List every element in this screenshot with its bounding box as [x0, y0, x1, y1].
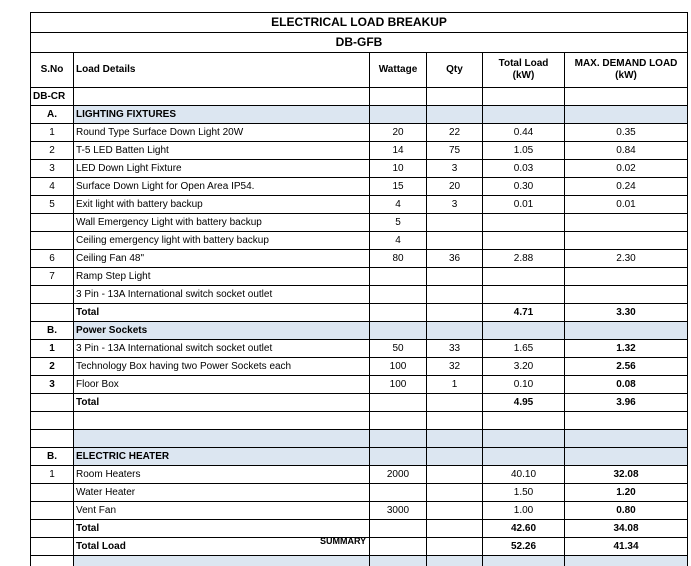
row-max-demand: 32.08	[565, 466, 688, 484]
row-sno: 6	[31, 250, 74, 268]
row-description: Ceiling emergency light with battery backup	[74, 232, 370, 250]
row-sno: 3	[31, 376, 74, 394]
table-row	[31, 286, 688, 304]
section-total-load: 4.95	[483, 394, 565, 412]
sheet-title: ELECTRICAL LOAD BREAKUP	[31, 13, 688, 33]
row-qty	[427, 502, 483, 520]
row-qty: 75	[427, 142, 483, 160]
table-row	[31, 142, 688, 160]
row-wattage: 100	[370, 358, 427, 376]
row-qty: 3	[427, 160, 483, 178]
row-max-demand	[565, 214, 688, 232]
table-row	[31, 232, 688, 250]
row-total-load	[483, 268, 565, 286]
section-total-load: 42.60	[483, 520, 565, 538]
row-description: Round Type Surface Down Light 20W	[74, 124, 370, 142]
row-sno: 4	[31, 178, 74, 196]
row-sno: 2	[31, 142, 74, 160]
row-total-load: 1.00	[483, 502, 565, 520]
row-sno	[31, 232, 74, 250]
row-total-load: 40.10	[483, 466, 565, 484]
row-wattage: 20	[370, 124, 427, 142]
table-row	[31, 214, 688, 232]
row-qty: 22	[427, 124, 483, 142]
section-total-load: 4.71	[483, 304, 565, 322]
row-sno	[31, 286, 74, 304]
section-heading-row	[31, 448, 688, 466]
load-breakup-sheet	[30, 12, 687, 566]
header-wattage: Wattage	[370, 53, 427, 88]
section-total-max: 3.96	[565, 394, 688, 412]
spacer-row	[31, 430, 688, 448]
row-description: Vent Fan	[74, 502, 370, 520]
header-load-details: Load Details	[74, 53, 370, 88]
row-total-load: 3.20	[483, 358, 565, 376]
row-max-demand: 0.80	[565, 502, 688, 520]
section-name: ELECTRIC HEATER	[74, 448, 370, 466]
row-max-demand: 2.56	[565, 358, 688, 376]
row-total-load: 0.03	[483, 160, 565, 178]
row-description: 3 Pin - 13A International switch socket outlet	[74, 340, 370, 358]
section-total-row	[31, 304, 688, 322]
row-sno: 2	[31, 358, 74, 376]
table-row	[31, 196, 688, 214]
row-sno: 1	[31, 124, 74, 142]
row-sno: 5	[31, 196, 74, 214]
row-qty: 1	[427, 376, 483, 394]
row-wattage: 5	[370, 214, 427, 232]
table-row	[31, 160, 688, 178]
row-qty: 33	[427, 340, 483, 358]
row-max-demand	[565, 286, 688, 304]
row-max-demand: 0.08	[565, 376, 688, 394]
row-sno	[31, 214, 74, 232]
row-max-demand: 2.30	[565, 250, 688, 268]
row-wattage	[370, 268, 427, 286]
table-row	[31, 340, 688, 358]
row-wattage: 4	[370, 196, 427, 214]
row-qty: 20	[427, 178, 483, 196]
row-description: Floor Box	[74, 376, 370, 394]
row-max-demand	[565, 268, 688, 286]
row-total-load	[483, 214, 565, 232]
header-max-demand-line2: (kW)	[615, 70, 637, 81]
header-total-load	[483, 53, 565, 88]
row-max-demand: 1.32	[565, 340, 688, 358]
row-max-demand: 0.84	[565, 142, 688, 160]
row-wattage	[370, 484, 427, 502]
grand-total-load: 52.26	[483, 538, 565, 556]
row-description: T-5 LED Batten Light	[74, 142, 370, 160]
sheet-subtitle: DB-GFB	[31, 33, 688, 53]
row-total-load: 0.44	[483, 124, 565, 142]
row-wattage: 4	[370, 232, 427, 250]
header-qty: Qty	[427, 53, 483, 88]
row-max-demand	[565, 232, 688, 250]
row-sno: 1	[31, 340, 74, 358]
table-row	[31, 268, 688, 286]
row-total-load: 1.65	[483, 340, 565, 358]
row-total-load	[483, 286, 565, 304]
row-max-demand: 0.35	[565, 124, 688, 142]
spacer-row	[31, 412, 688, 430]
row-total-load: 0.10	[483, 376, 565, 394]
row-wattage: 100	[370, 376, 427, 394]
row-qty	[427, 232, 483, 250]
row-description: Water Heater	[74, 484, 370, 502]
row-max-demand: 0.24	[565, 178, 688, 196]
section-total-label: Total	[74, 394, 370, 412]
header-max-demand-line1: MAX. DEMAND LOAD	[575, 58, 678, 69]
row-wattage	[370, 286, 427, 304]
section-total-row	[31, 394, 688, 412]
section-heading-row	[31, 106, 688, 124]
row-wattage: 15	[370, 178, 427, 196]
row-sno: 7	[31, 268, 74, 286]
header-total-load-line2: (kW)	[513, 70, 535, 81]
row-sno	[31, 502, 74, 520]
clipped-row	[31, 556, 688, 566]
table-row	[31, 358, 688, 376]
row-sno	[31, 484, 74, 502]
row-wattage: 14	[370, 142, 427, 160]
row-qty: 32	[427, 358, 483, 376]
row-qty: 36	[427, 250, 483, 268]
table-row	[31, 376, 688, 394]
panel-label: DB-CR	[31, 88, 74, 106]
row-description: 3 Pin - 13A International switch socket outlet	[74, 286, 370, 304]
section-heading-row	[31, 322, 688, 340]
row-qty	[427, 484, 483, 502]
row-description: Technology Box having two Power Sockets each	[74, 358, 370, 376]
row-qty	[427, 286, 483, 304]
header-sno: S.No	[31, 53, 74, 88]
row-sno: 1	[31, 466, 74, 484]
header-total-load-line1: Total Load	[499, 58, 549, 69]
row-total-load: 0.30	[483, 178, 565, 196]
row-description: Exit light with battery backup	[74, 196, 370, 214]
row-max-demand: 1.20	[565, 484, 688, 502]
row-wattage: 50	[370, 340, 427, 358]
table-row	[31, 502, 688, 520]
row-description: LED Down Light Fixture	[74, 160, 370, 178]
row-description: Surface Down Light for Open Area IP54.	[74, 178, 370, 196]
row-description: Wall Emergency Light with battery backup	[74, 214, 370, 232]
table-row	[31, 124, 688, 142]
section-code: A.	[31, 106, 74, 124]
row-total-load: 0.01	[483, 196, 565, 214]
section-total-row	[31, 520, 688, 538]
row-total-load	[483, 232, 565, 250]
table-row	[31, 178, 688, 196]
section-total-label: Total	[74, 520, 370, 538]
section-total-label: Total	[74, 304, 370, 322]
section-name: Power Sockets	[74, 322, 370, 340]
section-code: B.	[31, 448, 74, 466]
row-description: Ramp Step Light	[74, 268, 370, 286]
grand-total-max: 41.34	[565, 538, 688, 556]
section-total-max: 34.08	[565, 520, 688, 538]
next-section-heading-clipped: SUMMARY	[320, 536, 366, 540]
row-wattage: 80	[370, 250, 427, 268]
row-total-load: 2.88	[483, 250, 565, 268]
table-row	[31, 250, 688, 268]
section-name: LIGHTING FIXTURES	[74, 106, 370, 124]
row-wattage: 3000	[370, 502, 427, 520]
row-qty: 3	[427, 196, 483, 214]
row-description: Ceiling Fan 48"	[74, 250, 370, 268]
row-description: Room Heaters	[74, 466, 370, 484]
row-max-demand: 0.01	[565, 196, 688, 214]
row-wattage: 10	[370, 160, 427, 178]
table-row	[31, 466, 688, 484]
row-qty	[427, 214, 483, 232]
section-total-max: 3.30	[565, 304, 688, 322]
row-qty	[427, 268, 483, 286]
load-table	[30, 12, 688, 566]
row-max-demand: 0.02	[565, 160, 688, 178]
table-row	[31, 484, 688, 502]
header-max-demand	[565, 53, 688, 88]
row-qty	[427, 466, 483, 484]
row-total-load: 1.50	[483, 484, 565, 502]
row-sno: 3	[31, 160, 74, 178]
section-code: B.	[31, 322, 74, 340]
row-total-load: 1.05	[483, 142, 565, 160]
grand-total-label: Total Load	[74, 538, 370, 556]
row-wattage: 2000	[370, 466, 427, 484]
